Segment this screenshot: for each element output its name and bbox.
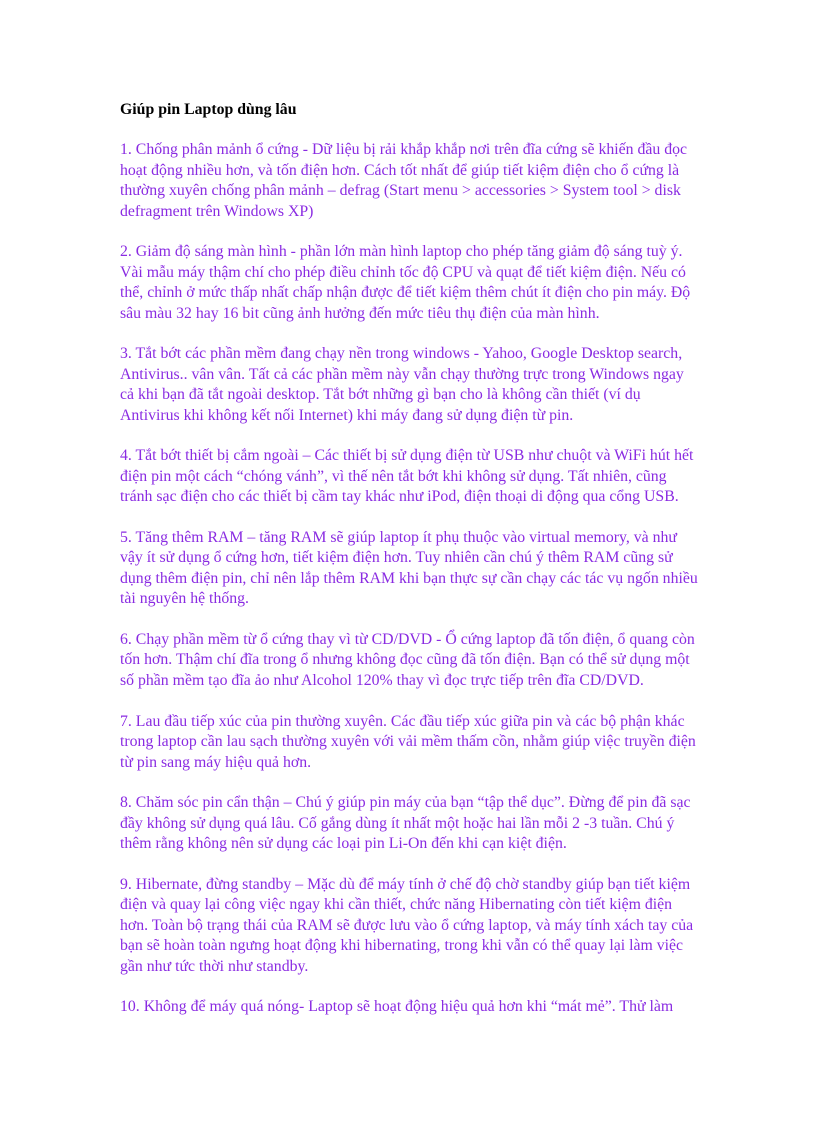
paragraph-8: 8. Chăm sóc pin cẩn thận – Chú ý giúp pin máy của bạn “tập thể dục”. Đừng để pin đã sạc đầy không sử dụng quá lâu. Cố gắng dùng ít nhất một hoặc hai lần mỗi 2 -3 tuần. Chú ý thêm rằng không nên sử dụng các loại pin Li-On đến khi cạn kiệt điện. [120, 794, 691, 853]
paragraph-2: 2. Giảm độ sáng màn hình - phần lớn màn hình laptop cho phép tăng giảm độ sáng tuỳ ý. Vài mẫu máy thậm chí cho phép điều chỉnh tốc độ CPU và quạt để tiết kiệm điện. Nếu có thể, chỉnh ở mức thấp nhất chấp nhận được để tiết kiệm thêm chút ít điện cho pin máy. Độ sâu màu 32 hay 16 bit cũng ảnh hưởng đến mức tiêu thụ điện của màn hình. [120, 243, 691, 322]
paragraph-7: 7. Lau đầu tiếp xúc của pin thường xuyên. Các đầu tiếp xúc giữa pin và các bộ phận khác trong laptop cần lau sạch thường xuyên với vải mềm thấm cồn, nhằm giúp việc truyền điện từ pin sang máy hiệu quả hơn. [120, 712, 696, 771]
paragraph-5: 5. Tăng thêm RAM – tăng RAM sẽ giúp laptop ít phụ thuộc vào virtual memory, và như vậy ít sử dụng ổ cứng hơn, tiết kiệm điện hơn. Tuy nhiên cần chú ý thêm RAM cũng sử dụng thêm điện pin, chỉ nên lắp thêm RAM khi bạn thực sự cần chạy các tác vụ ngốn nhiều tài nguyên hệ thống. [120, 529, 698, 608]
paragraph-6: 6. Chạy phần mềm từ ổ cứng thay vì từ CD/DVD - Ổ cứng laptop đã tốn điện, ổ quang còn tốn hơn. Thậm chí đĩa trong ổ nhưng không đọc cũng đã tốn điện. Bạn có thể sử dụng một số phần mềm tạo đĩa ảo như Alcohol 120% thay vì đọc trực tiếp trên đĩa CD/DVD. [120, 631, 695, 689]
document-title: Giúp pin Laptop dùng lâu [120, 101, 297, 118]
paragraph-1: 1. Chống phân mảnh ổ cứng - Dữ liệu bị rải khắp khắp nơi trên đĩa cứng sẽ khiến đầu đọc hoạt động nhiều hơn, và tốn điện hơn. Cách tốt nhất để giúp tiết kiệm điện cho ổ cứng là thường xuyên chống phân mảnh – defrag (Start menu > accessories > System tool > disk defragment trên Windows XP) [120, 141, 688, 220]
paragraph-9: 9. Hibernate, đừng standby – Mặc dù để máy tính ở chế độ chờ standby giúp bạn tiết kiệm điện và quay lại công việc ngay khi cần thiết, chức năng Hibernating còn tiết kiệm điện hơn. Toàn bộ trạng thái của RAM sẽ được lưu vào ổ cứng laptop, và máy tính xách tay của bạn sẽ hoàn toàn ngưng hoạt động khi hibernating, trong khi vẫn có thể quay lại làm việc gần như tức thời như standby. [120, 875, 694, 975]
paragraph-3: 3. Tắt bớt các phần mềm đang chạy nền trong windows - Yahoo, Google Desktop search, Antivirus.. vân vân. Tất cả các phần mềm này vẫn chạy thường trực trong Windows ngay cả khi bạn đã tắt ngoài desktop. Tắt bớt những gì bạn cho là không cần thiết (ví dụ Antivirus khi không kết nối Internet) khi máy đang sử dụng điện từ pin. [120, 345, 684, 424]
document-page [120, 100, 700, 1038]
paragraph-10: 10. Không để máy quá nóng- Laptop sẽ hoạt động hiệu quả hơn khi “mát mẻ”. Thử làm [120, 998, 674, 1016]
paragraph-4: 4. Tắt bớt thiết bị cắm ngoài – Các thiết bị sử dụng điện từ USB như chuột và WiFi hút hết điện pin một cách “chóng vánh”, vì thế nên tắt bớt khi không sử dụng. Tất nhiên, cũng tránh sạc điện cho các thiết bị cầm tay khác như iPod, điện thoại di động qua cổng USB. [120, 447, 694, 506]
